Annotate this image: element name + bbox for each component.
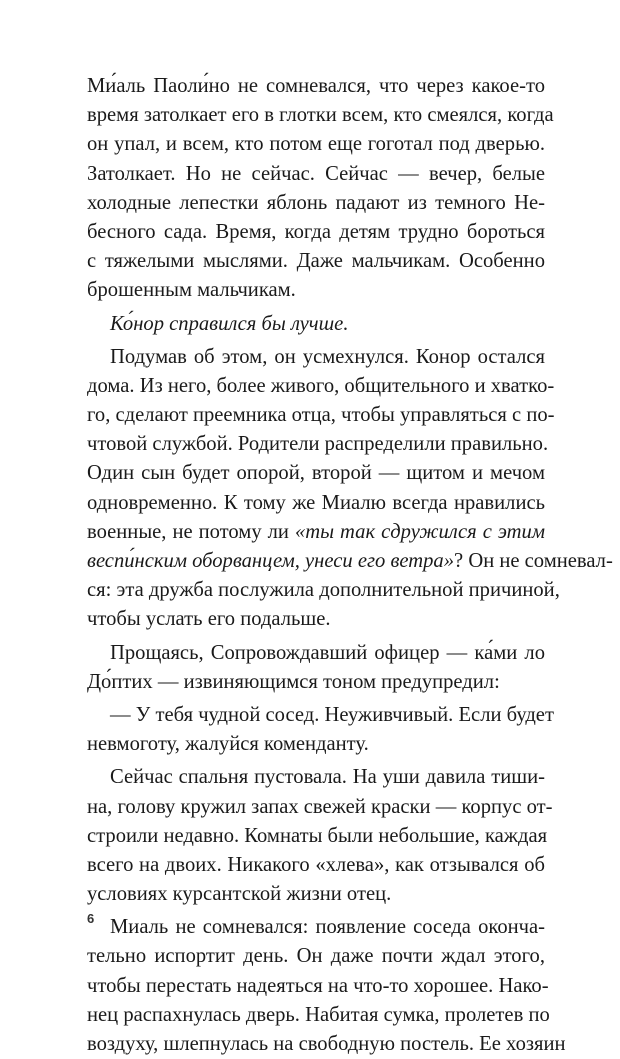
text-line: чтовой службой. Родители распределили правильно. [87,433,549,456]
text-run: ся [87,579,106,602]
text-line: на, голову кружил запах свежей краски — корпус от- [87,795,553,818]
text-run: : эта дружба послужила дополнительной причиной, [105,579,560,602]
text-line: холодные лепестки яблонь падают из темного Не- [87,191,545,214]
paragraph [87,913,566,1059]
text-line: чтобы перестать надеяться на что-то хорошее. Нако- [87,974,549,997]
text-line: чтобы услать его подальше. [87,608,331,631]
text-line: с тяжелыми мыслями. Даже мальчикам. Особенно [87,250,545,273]
text-line: брошенным мальчикам. [87,279,296,302]
text-line: До́птих — извиняющимся тоном предупредил: [87,670,500,693]
text-line [87,576,560,605]
paragraph [87,763,553,909]
text-line: время затолкает его в глотки всем, кто смеялся, когда [87,104,554,127]
paragraph [87,701,554,759]
text-line: тельно испортит день. Он даже почти ждал этого, [87,945,545,968]
text-line: Прощаясь, Сопровождавший офицер — ка́ми ло [110,641,545,664]
text-line: воздуху, шлепнулась на свободную постель. Ее хозяин [87,1033,566,1055]
text-line: невмоготу, жалуйся коменданту. [87,733,369,756]
paragraph [87,72,554,306]
text-line: го, сделают преемника отца, чтобы управляться с по- [87,404,555,427]
text-line: Миаль не сомневался: появление соседа оконча- [110,916,545,939]
text-line: дома. Из него, более живого, общительного и хватко- [87,374,555,397]
text-line [87,518,545,547]
text-run: ? Он не сомневал- [454,550,613,572]
text-run: военные, не потому ли [87,520,289,543]
text-line: условиях курсантской жизни отец. [87,883,392,906]
italic-quote: веспи́нским оборванцем, унеси его ветра» [87,550,455,572]
page-number: 6 [87,911,95,926]
text-line: Затолкает. Но не сейчас. Сейчас — вечер, белые [87,162,545,185]
text-line: — У тебя чудной сосед. Неуживчивый. Если будет [110,703,554,726]
text-line: одновременно. К тому же Миалю всегда нравились [87,491,545,514]
text-line: Ми́аль Паоли́но не сомневался, что через какое-то [87,75,545,97]
text-line [87,310,545,339]
paragraph [87,343,613,635]
text-line: нец распахнулась дверь. Набитая сумка, пролетев по [87,1003,550,1026]
text-line: всего на двоих. Никакого «хлева», как отзывался об [87,853,545,876]
text-line: бесного сада. Время, когда детям трудно бороться [87,220,545,243]
text-line: Сейчас спальня пустовала. На уши давила тиши- [110,766,545,789]
body-text [87,72,613,1059]
text-line: Подумав об этом, он усмехнулся. Конор остался [110,345,545,368]
text-line: строили недавно. Комнаты были небольшие, каждая [87,824,548,847]
paragraph [87,310,545,339]
paragraph [87,639,545,697]
text-line: Один сын будет опорой, второй — щитом и мечом [87,462,545,485]
italic-quote: «ты так сдружился с этим [294,520,545,543]
text-line: он упал, и всем, кто потом еще гоготал под дверью. [87,133,545,156]
italic-thought: Ко́нор справился бы лучше. [110,312,349,335]
text-line [87,547,613,576]
